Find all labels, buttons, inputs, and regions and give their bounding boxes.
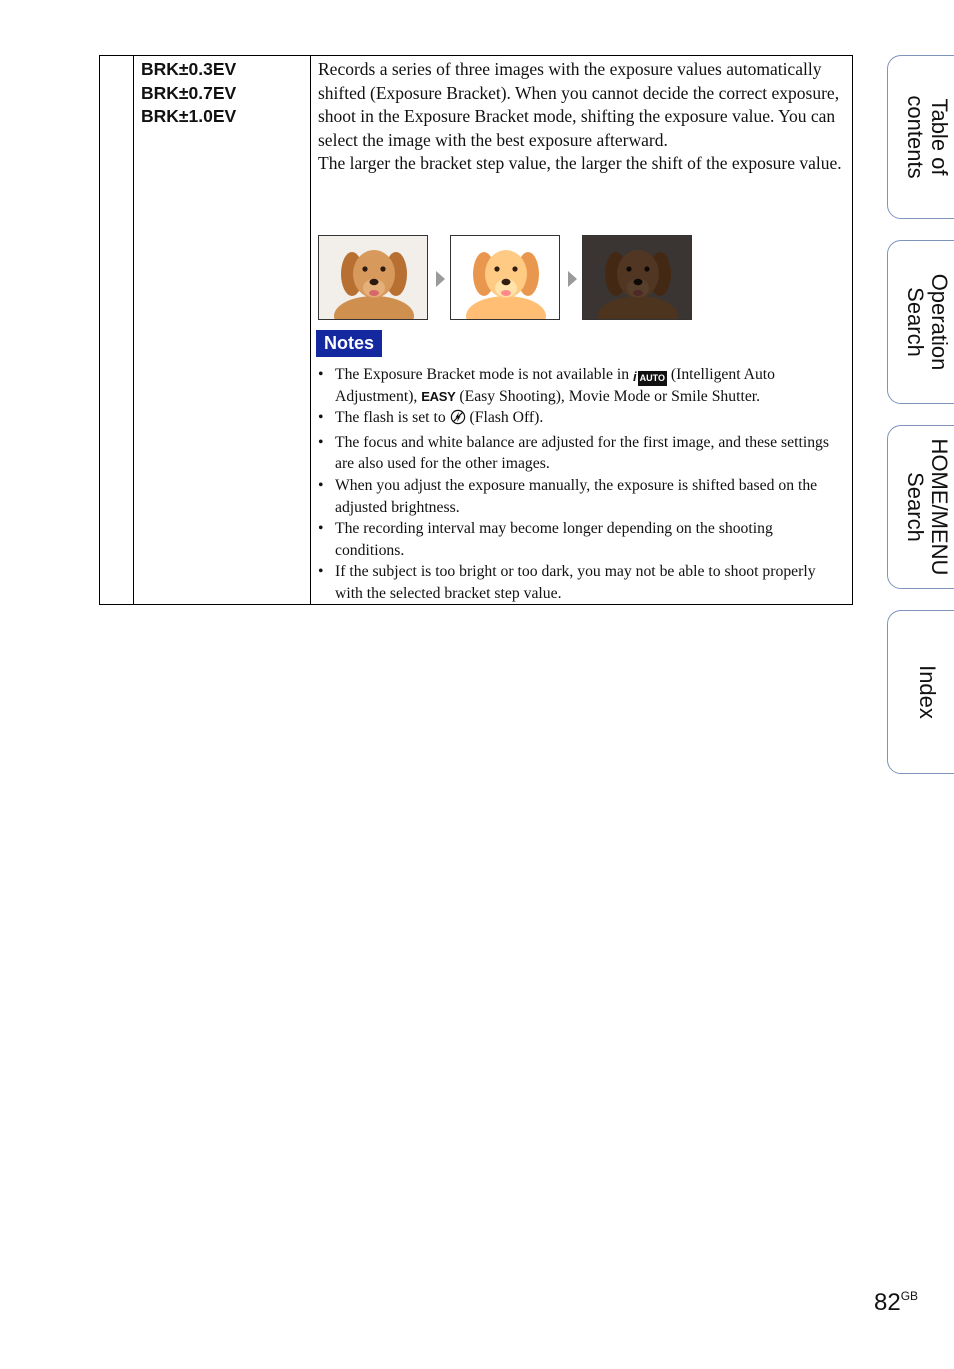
setting-values <box>141 58 236 129</box>
arrow-right-icon <box>568 271 577 287</box>
description-paragraph: Records a series of three images with the exposure values automatically shifted (Exposure Bracket). When you cannot decide the correct exposure, shoot in the Exposure Bracket mode, shifting the exposure value. You can select the image with the best exposure afterward. <box>318 59 840 150</box>
tab-home-menu-search[interactable]: HOME/MENU Search <box>887 425 954 589</box>
list-item: • If the subject is too bright or too dark, you may not be able to shoot properly with the selected bracket step value. <box>318 563 816 602</box>
table-divider <box>310 56 311 604</box>
easy-shooting-icon: EASY <box>421 388 456 404</box>
tab-table-of-contents[interactable]: Table of contents <box>887 55 954 219</box>
dog-photo-bright <box>450 235 560 320</box>
flash-off-icon <box>450 409 466 432</box>
tab-operation-search[interactable]: Operation Search <box>887 240 954 404</box>
list-item: • The Exposure Bracket mode is not available in i AUTO (Intelligent Auto Adjustment), EASY (Easy Shooting), Movie Mode or Smile Shutter. <box>318 366 776 405</box>
dog-photo-normal <box>318 235 428 320</box>
setting-brk-1-0: BRK±1.0EV <box>141 106 237 126</box>
list-item: • The recording interval may become longer depending on the shooting conditions. <box>318 520 773 559</box>
setting-brk-0-7: BRK±0.7EV <box>141 82 237 103</box>
dog-photo-dark <box>582 235 692 320</box>
page-number: $82^{GB}$ <box>874 1289 919 1316</box>
notes-list <box>318 364 846 605</box>
tab-index[interactable]: Index <box>887 610 954 774</box>
list-item: • The flash is set to (Flash Off). <box>318 407 846 432</box>
table-divider <box>133 56 134 604</box>
description-paragraph: The larger the bracket step value, the larger the shift of the exposure value. <box>318 153 842 174</box>
setting-brk-0-3: BRK±0.3EV <box>141 59 237 79</box>
bracket-photo-sequence <box>318 235 698 323</box>
settings-table <box>99 55 853 605</box>
list-item: • When you adjust the exposure manually, the exposure is shifted based on the adjusted brightness. <box>318 476 818 516</box>
arrow-right-icon <box>436 271 445 287</box>
notes-heading: Notes <box>316 330 382 357</box>
setting-description <box>318 58 848 176</box>
list-item: • The focus and white balance are adjusted for the first image, and these settings are also used for the other images. <box>318 433 829 473</box>
intelligent-auto-icon: i AUTO <box>632 369 665 384</box>
